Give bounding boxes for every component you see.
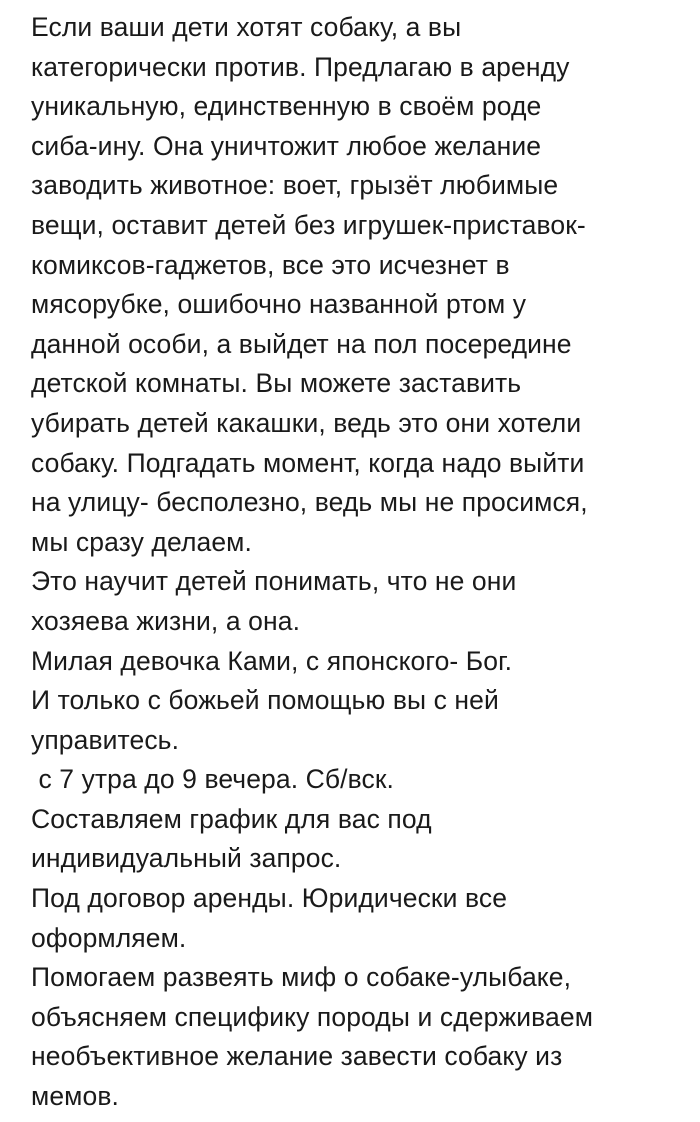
text-line: Помогаем развеять миф о собаке-улыбаке, bbox=[31, 962, 572, 993]
text-line: Это научит детей понимать, что не они bbox=[31, 566, 517, 597]
text-line: категорически против. Предлагаю в аренду bbox=[31, 51, 570, 82]
text-line: управитесь. bbox=[31, 724, 180, 755]
text-line: хозяева жизни, а она. bbox=[31, 605, 301, 636]
text-line: оформляем. bbox=[31, 922, 187, 953]
text-line: Милая девочка Ками, с японского- Бог. bbox=[31, 645, 513, 676]
text-line: индивидуальный запрос. bbox=[31, 843, 342, 874]
text-line: данной особи, а выйдет на пол посередине bbox=[31, 328, 572, 359]
text-line: мемов. bbox=[31, 1081, 119, 1112]
text-line: заводить животное: воет, грызёт любимые bbox=[31, 170, 559, 201]
text-line: Под договор аренды. Юридически все bbox=[31, 883, 508, 914]
text-line: сиба-ину. Она уничтожит любое желание bbox=[31, 130, 542, 161]
text-line: уникальную, единственную в своём роде bbox=[31, 91, 542, 122]
text-line: объясняем специфику породы и сдерживаем bbox=[31, 1001, 594, 1032]
post-body-text bbox=[31, 8, 691, 1117]
text-line: детской комнаты. Вы можете заставить bbox=[31, 368, 522, 399]
text-line: Составляем график для вас под bbox=[31, 803, 432, 834]
text-line: собаку. Подгадать момент, когда надо выйти bbox=[31, 447, 585, 478]
text-line: мясорубке, ошибочно названной ртом у bbox=[31, 289, 527, 320]
text-line: необъективное желание завести собаку из bbox=[31, 1041, 563, 1072]
text-line: убирать детей какашки, ведь это они хотели bbox=[31, 407, 582, 438]
text-line: комиксов-гаджетов, все это исчезнет в bbox=[31, 249, 510, 280]
text-line: И только с божьей помощью вы с ней bbox=[31, 685, 499, 716]
text-line: вещи, оставит детей без игрушек-приставок- bbox=[31, 209, 586, 240]
text-line: мы сразу делаем. bbox=[31, 526, 252, 557]
text-line: Если ваши дети хотят собаку, а вы bbox=[31, 12, 462, 42]
text-line: на улицу- бесполезно, ведь мы не просимся, bbox=[31, 487, 588, 518]
text-line: с 7 утра до 9 вечера. Сб/вск. bbox=[31, 764, 395, 795]
